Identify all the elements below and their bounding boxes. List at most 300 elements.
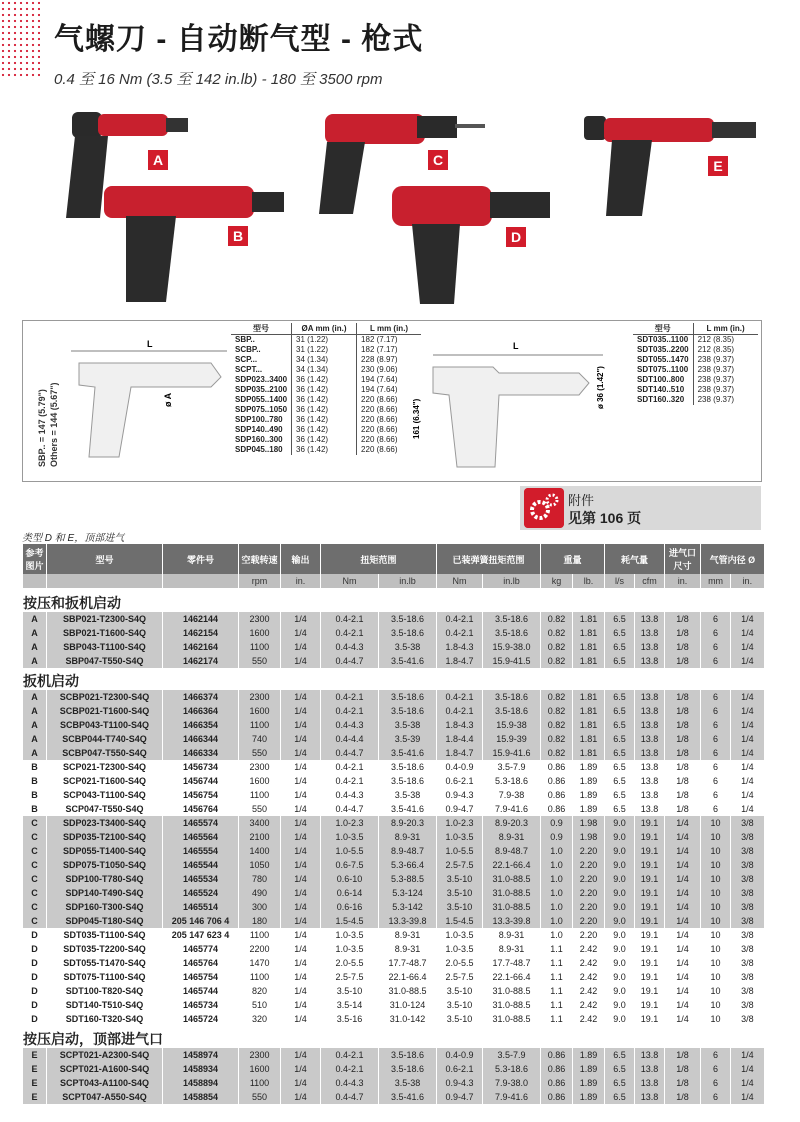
table-cell: 3.5-18.6 xyxy=(379,1048,437,1062)
table-cell: SDT075-T1100-S4Q xyxy=(47,970,163,984)
col-inlet: 进气口尺寸 xyxy=(665,544,701,574)
table-cell: A xyxy=(23,654,47,668)
table-cell: 19.1 xyxy=(635,956,665,970)
table-cell: C xyxy=(23,830,47,844)
accessories-page-ref: 见第 106 页 xyxy=(568,510,642,526)
table-cell: 6 xyxy=(701,788,731,802)
table-cell: SCP021-T1600-S4Q xyxy=(47,774,163,788)
table-cell: C xyxy=(23,816,47,830)
table-cell: 1/4 xyxy=(281,1062,321,1076)
table-cell: 10 xyxy=(701,816,731,830)
table-cell: SDP023-T3400-S4Q xyxy=(47,816,163,830)
table-cell: 3/8 xyxy=(731,998,764,1012)
t1-cell: 36 (1.42) xyxy=(292,445,357,455)
dimension-table-1 xyxy=(231,323,421,455)
table-cell: 13.8 xyxy=(635,704,665,718)
table-cell: 6.5 xyxy=(605,1062,635,1076)
table-cell: 205 146 706 4 xyxy=(163,914,239,928)
gear-icon xyxy=(524,488,564,528)
table-cell: 1.81 xyxy=(573,704,605,718)
table-cell: SCBP047-T550-S4Q xyxy=(47,746,163,760)
table-cell: 19.1 xyxy=(635,928,665,942)
table-cell: 3.5-18.6 xyxy=(483,704,541,718)
table-cell: SDT100-T820-S4Q xyxy=(47,984,163,998)
table-cell: 1/4 xyxy=(281,640,321,654)
table-cell: 0.4-0.9 xyxy=(437,760,483,774)
t1-row xyxy=(231,385,421,395)
table-cell: 15.9-38.0 xyxy=(483,640,541,654)
table-cell: 1.0 xyxy=(541,900,573,914)
table-cell: 3/8 xyxy=(731,886,764,900)
table-cell: 1/4 xyxy=(731,802,764,816)
dim-sbp-label: SBP.. = 147 (5.79") xyxy=(37,389,47,467)
table-row xyxy=(23,788,764,802)
table-cell: 1456764 xyxy=(163,802,239,816)
tool-image-e xyxy=(582,110,762,220)
table-cell: SBP043-T1100-S4Q xyxy=(47,640,163,654)
table-cell: SCBP021-T1600-S4Q xyxy=(47,704,163,718)
table-cell: 1/4 xyxy=(665,816,701,830)
dim-t2-head-model: 型号 xyxy=(633,323,693,335)
t2-cell: 212 (8.35) xyxy=(693,345,758,355)
table-cell: 9.0 xyxy=(605,928,635,942)
table-cell: 10 xyxy=(701,956,731,970)
t2-cell: SDT035..1100 xyxy=(637,335,689,344)
table-cell: 0.6-7.5 xyxy=(321,858,379,872)
table-cell: 1/4 xyxy=(281,984,321,998)
table-cell: 3.5-14 xyxy=(321,998,379,1012)
table-cell: 1600 xyxy=(239,1062,281,1076)
t1-cell: 182 (7.17) xyxy=(357,345,422,355)
table-cell: 9.0 xyxy=(605,900,635,914)
table-cell: 1/4 xyxy=(665,886,701,900)
table-cell: 1/8 xyxy=(665,1090,701,1104)
col-ref: 参考图片 xyxy=(23,544,47,574)
table-cell: 22.1-66.4 xyxy=(483,858,541,872)
table-cell: 3.5-10 xyxy=(437,886,483,900)
accessories-box[interactable] xyxy=(520,486,761,530)
col-speed: 空载转速 xyxy=(239,544,281,574)
table-row xyxy=(23,816,764,830)
table-cell: 6.5 xyxy=(605,1090,635,1104)
table-cell: 2.42 xyxy=(573,998,605,1012)
t1-cell: SCBP.. xyxy=(235,345,261,354)
table-cell: 2.5-7.5 xyxy=(321,970,379,984)
t1-cell: 34 (1.34) xyxy=(292,355,357,365)
table-cell: 3.5-10 xyxy=(437,900,483,914)
table-cell: 1.0-5.5 xyxy=(321,844,379,858)
table-cell: 9.0 xyxy=(605,998,635,1012)
table-cell: SDT055-T1470-S4Q xyxy=(47,956,163,970)
unit-cell xyxy=(163,574,239,589)
t1-cell: SDP100..780 xyxy=(235,415,283,424)
unit-cell: Nm xyxy=(437,574,483,589)
table-cell: D xyxy=(23,998,47,1012)
table-cell: 2300 xyxy=(239,760,281,774)
table-cell: 0.82 xyxy=(541,654,573,668)
table-cell: 0.82 xyxy=(541,626,573,640)
table-cell: 1/4 xyxy=(281,612,321,626)
table-cell: 0.4-4.3 xyxy=(321,640,379,654)
t1-cell: 36 (1.42) xyxy=(292,415,357,425)
table-cell: 31.0-88.5 xyxy=(483,984,541,998)
table-cell: 3.5-10 xyxy=(437,998,483,1012)
table-cell: 1.8-4.3 xyxy=(437,640,483,654)
t1-cell: 220 (8.66) xyxy=(357,425,422,435)
table-cell: 0.4-4.4 xyxy=(321,732,379,746)
t2-cell: 238 (9.37) xyxy=(693,385,758,395)
table-cell: 3.5-41.6 xyxy=(379,654,437,668)
table-cell: 6 xyxy=(701,704,731,718)
tool-label-c: C xyxy=(428,150,448,170)
table-cell: A xyxy=(23,612,47,626)
dim-others-label: Others = 144 (5.67") xyxy=(49,382,59,467)
table-cell: 1/4 xyxy=(281,718,321,732)
table-cell: E xyxy=(23,1076,47,1090)
table-cell: 1/4 xyxy=(281,1090,321,1104)
table-row xyxy=(23,1062,764,1076)
col-hose: 气管内径 Ø xyxy=(701,544,764,574)
table-cell: 1.98 xyxy=(573,830,605,844)
table-cell: 1.0-3.5 xyxy=(321,942,379,956)
table-cell: 1.89 xyxy=(573,1048,605,1062)
table-cell: 1/4 xyxy=(731,626,764,640)
table-cell: 6 xyxy=(701,774,731,788)
table-cell: 0.4-2.1 xyxy=(321,690,379,704)
table-cell: 10 xyxy=(701,998,731,1012)
table-cell: 3/8 xyxy=(731,984,764,998)
table-cell: 1/4 xyxy=(665,844,701,858)
table-cell: 205 147 623 4 xyxy=(163,928,239,942)
section-header xyxy=(23,668,764,690)
table-cell: 31.0-124 xyxy=(379,998,437,1012)
table-cell: 0.4-4.3 xyxy=(321,718,379,732)
table-cell: 1/4 xyxy=(281,1076,321,1090)
table-cell: 6.5 xyxy=(605,760,635,774)
table-cell: 0.86 xyxy=(541,802,573,816)
table-cell: 10 xyxy=(701,830,731,844)
table-cell: 1/4 xyxy=(731,1090,764,1104)
table-cell: C xyxy=(23,858,47,872)
table-cell: 6 xyxy=(701,1076,731,1090)
table-cell: 9.0 xyxy=(605,970,635,984)
t2-cell: 212 (8.35) xyxy=(693,335,758,346)
spec-table xyxy=(22,544,764,1104)
table-row xyxy=(23,1048,764,1062)
table-cell: 1/4 xyxy=(281,844,321,858)
table-cell: SCPT021-A1600-S4Q xyxy=(47,1062,163,1076)
table-cell: 9.0 xyxy=(605,858,635,872)
table-cell: 10 xyxy=(701,1012,731,1026)
t1-cell: SBP.. xyxy=(235,335,255,344)
accessories-label: 附件 xyxy=(568,493,595,508)
dimension-panel xyxy=(22,320,762,482)
t1-cell: 220 (8.66) xyxy=(357,405,422,415)
table-cell: 0.4-2.1 xyxy=(321,612,379,626)
table-cell: B xyxy=(23,760,47,774)
t2-cell: 238 (9.37) xyxy=(693,395,758,405)
table-row xyxy=(23,914,764,928)
table-cell: 1470 xyxy=(239,956,281,970)
table-cell: C xyxy=(23,914,47,928)
tool-image-d xyxy=(384,178,574,308)
table-cell: 10 xyxy=(701,984,731,998)
table-cell: 3/8 xyxy=(731,872,764,886)
table-cell: 17.7-48.7 xyxy=(379,956,437,970)
table-cell: 8.9-31 xyxy=(379,928,437,942)
table-cell: 1/8 xyxy=(665,774,701,788)
table-cell: 9.0 xyxy=(605,956,635,970)
table-cell: 1462164 xyxy=(163,640,239,654)
table-cell: 1/8 xyxy=(665,732,701,746)
t2-row xyxy=(633,335,758,346)
table-cell: 1/4 xyxy=(731,1076,764,1090)
table-cell: 1/4 xyxy=(731,746,764,760)
dimension-drawing-left xyxy=(31,327,231,477)
t1-cell: 36 (1.42) xyxy=(292,375,357,385)
table-cell: SCBP044-T740-S4Q xyxy=(47,732,163,746)
table-cell: 1/4 xyxy=(281,886,321,900)
table-cell: 1/4 xyxy=(731,654,764,668)
col-spring-torque: 已装弹簧扭矩范围 xyxy=(437,544,541,574)
table-cell: 19.1 xyxy=(635,858,665,872)
tool-label-e: E xyxy=(708,156,728,176)
table-cell: 1100 xyxy=(239,928,281,942)
table-cell: 820 xyxy=(239,984,281,998)
table-row xyxy=(23,872,764,886)
table-cell: SBP021-T2300-S4Q xyxy=(47,612,163,626)
table-cell: 1/4 xyxy=(665,928,701,942)
table-cell: 550 xyxy=(239,654,281,668)
table-cell: 0.9-4.7 xyxy=(437,1090,483,1104)
table-row xyxy=(23,886,764,900)
t2-cell: 238 (9.37) xyxy=(693,375,758,385)
table-cell: 3/8 xyxy=(731,1012,764,1026)
table-cell: 13.8 xyxy=(635,746,665,760)
table-cell: 0.4-4.3 xyxy=(321,788,379,802)
table-row xyxy=(23,1012,764,1026)
table-cell: 2.42 xyxy=(573,984,605,998)
table-cell: 1.98 xyxy=(573,816,605,830)
t1-row xyxy=(231,435,421,445)
table-cell: 1465764 xyxy=(163,956,239,970)
table-cell: 550 xyxy=(239,1090,281,1104)
section-title: 扳机启动 xyxy=(23,668,764,690)
table-row xyxy=(23,612,764,626)
table-cell: 1465554 xyxy=(163,844,239,858)
table-cell: 1/4 xyxy=(665,998,701,1012)
table-cell: C xyxy=(23,886,47,900)
table-cell: 1/8 xyxy=(665,802,701,816)
table-cell: 1456744 xyxy=(163,774,239,788)
table-row xyxy=(23,1076,764,1090)
table-cell: 1/8 xyxy=(665,1076,701,1090)
table-cell: 3.5-10 xyxy=(437,872,483,886)
table-cell: 550 xyxy=(239,802,281,816)
table-cell: 1/4 xyxy=(281,970,321,984)
table-row xyxy=(23,858,764,872)
t1-cell: SDP075..1050 xyxy=(235,405,288,414)
unit-cell xyxy=(47,574,163,589)
table-cell: 1462174 xyxy=(163,654,239,668)
table-cell: 3/8 xyxy=(731,900,764,914)
table-cell: 1/8 xyxy=(665,1062,701,1076)
t1-row xyxy=(231,365,421,375)
table-cell: 1.81 xyxy=(573,732,605,746)
table-cell: 13.8 xyxy=(635,626,665,640)
table-cell: 1/4 xyxy=(281,956,321,970)
t1-cell: 230 (9.06) xyxy=(357,365,422,375)
table-cell: 3.5-38 xyxy=(379,718,437,732)
table-cell: 17.7-48.7 xyxy=(483,956,541,970)
table-cell: 0.6-2.1 xyxy=(437,774,483,788)
table-cell: 1/8 xyxy=(665,654,701,668)
table-cell: A xyxy=(23,732,47,746)
t1-cell: 34 (1.34) xyxy=(292,365,357,375)
t2-cell: SDT160..320 xyxy=(637,395,685,404)
table-cell: 1458854 xyxy=(163,1090,239,1104)
table-cell: 510 xyxy=(239,998,281,1012)
table-cell: 6 xyxy=(701,732,731,746)
table-cell: 6.5 xyxy=(605,802,635,816)
table-cell: 1.1 xyxy=(541,942,573,956)
table-cell: 3.5-10 xyxy=(321,984,379,998)
table-cell: 1.0 xyxy=(541,886,573,900)
table-cell: 1.89 xyxy=(573,1090,605,1104)
table-row xyxy=(23,774,764,788)
top-inlet-note: 类型 D 和 E，顶部进气 xyxy=(22,533,125,544)
table-cell: 6.5 xyxy=(605,640,635,654)
unit-cell: l/s xyxy=(605,574,635,589)
table-cell: 1/4 xyxy=(731,718,764,732)
t1-row xyxy=(231,355,421,365)
table-cell: 1462154 xyxy=(163,626,239,640)
table-cell: 2.20 xyxy=(573,844,605,858)
table-cell: 6.5 xyxy=(605,690,635,704)
table-cell: SDP160-T300-S4Q xyxy=(47,900,163,914)
unit-cell: cfm xyxy=(635,574,665,589)
table-cell: 10 xyxy=(701,970,731,984)
table-cell: 13.8 xyxy=(635,1048,665,1062)
table-cell: 1465724 xyxy=(163,1012,239,1026)
dim-t1-head-l: L mm (in.) xyxy=(357,323,422,335)
table-cell: 10 xyxy=(701,928,731,942)
table-cell: 1465544 xyxy=(163,858,239,872)
table-cell: 0.6-10 xyxy=(321,872,379,886)
tool-label-a: A xyxy=(148,150,168,170)
t1-cell: SDP023..3400 xyxy=(235,375,288,384)
dim-t1-head-phia: ØA mm (in.) xyxy=(292,323,357,335)
table-cell: 1.89 xyxy=(573,1076,605,1090)
table-cell: 8.9-31 xyxy=(483,942,541,956)
table-cell: 0.9-4.3 xyxy=(437,1076,483,1090)
table-cell: 0.86 xyxy=(541,788,573,802)
dim-l-right: L xyxy=(513,341,519,351)
table-cell: 6 xyxy=(701,1090,731,1104)
table-cell: SDT035-T1100-S4Q xyxy=(47,928,163,942)
table-cell: 2300 xyxy=(239,1048,281,1062)
table-cell: 1465734 xyxy=(163,998,239,1012)
table-cell: 1600 xyxy=(239,626,281,640)
table-cell: 3/8 xyxy=(731,942,764,956)
table-cell: 19.1 xyxy=(635,984,665,998)
table-cell: 1.81 xyxy=(573,640,605,654)
table-cell: 1/4 xyxy=(731,1048,764,1062)
table-cell: SCPT021-A2300-S4Q xyxy=(47,1048,163,1062)
t2-cell: SDT035..2200 xyxy=(637,345,689,354)
table-cell: 6 xyxy=(701,718,731,732)
table-cell: 5.3-18.6 xyxy=(483,1062,541,1076)
table-cell: 8.9-31 xyxy=(483,830,541,844)
table-cell: SBP047-T550-S4Q xyxy=(47,654,163,668)
table-cell: 6.5 xyxy=(605,788,635,802)
table-cell: 1466354 xyxy=(163,718,239,732)
table-cell: 6.5 xyxy=(605,746,635,760)
table-cell: 6 xyxy=(701,626,731,640)
table-cell: 9.0 xyxy=(605,984,635,998)
table-cell: 1465744 xyxy=(163,984,239,998)
t1-cell: 31 (1.22) xyxy=(292,345,357,355)
t2-cell: SDT055..1470 xyxy=(637,355,689,364)
table-cell: 1/4 xyxy=(281,928,321,942)
dim-t2-head-l: L mm (in.) xyxy=(693,323,758,335)
table-cell: 1.81 xyxy=(573,626,605,640)
table-cell: 1/4 xyxy=(281,774,321,788)
table-cell: 3.5-38 xyxy=(379,640,437,654)
table-cell: 1466344 xyxy=(163,732,239,746)
table-cell: 19.1 xyxy=(635,816,665,830)
table-cell: B xyxy=(23,802,47,816)
table-cell: 5.3-66.4 xyxy=(379,858,437,872)
unit-cell: rpm xyxy=(239,574,281,589)
table-cell: 3/8 xyxy=(731,970,764,984)
table-cell: 19.1 xyxy=(635,942,665,956)
unit-cell: lb. xyxy=(573,574,605,589)
table-cell: 1/4 xyxy=(281,732,321,746)
page-title: 气螺刀 - 自动断气型 - 枪式 xyxy=(54,23,424,56)
table-cell: SDT160-T320-S4Q xyxy=(47,1012,163,1026)
table-cell: 1/4 xyxy=(281,1012,321,1026)
table-cell: 1/4 xyxy=(281,872,321,886)
table-cell: 1/4 xyxy=(281,654,321,668)
t1-cell: SDP035..2100 xyxy=(235,385,288,394)
table-cell: 1/4 xyxy=(281,816,321,830)
table-cell: 6.5 xyxy=(605,718,635,732)
table-cell: 13.8 xyxy=(635,774,665,788)
t1-cell: 182 (7.17) xyxy=(357,335,422,346)
table-cell: 13.8 xyxy=(635,788,665,802)
table-cell: 1/4 xyxy=(731,690,764,704)
table-cell: 1.0-3.5 xyxy=(437,942,483,956)
table-cell: 31.0-88.5 xyxy=(379,984,437,998)
table-cell: 19.1 xyxy=(635,900,665,914)
t1-cell: 194 (7.64) xyxy=(357,385,422,395)
table-cell: 0.4-4.7 xyxy=(321,802,379,816)
table-cell: 9.0 xyxy=(605,816,635,830)
table-cell: 31.0-88.5 xyxy=(483,998,541,1012)
table-cell: 1.0-2.3 xyxy=(437,816,483,830)
table-row xyxy=(23,844,764,858)
table-cell: 6 xyxy=(701,690,731,704)
table-cell: 6 xyxy=(701,640,731,654)
table-cell: C xyxy=(23,872,47,886)
section-title: 按压和扳机启动 xyxy=(23,589,764,612)
t2-row xyxy=(633,395,758,405)
section-header xyxy=(23,1026,764,1048)
table-row xyxy=(23,830,764,844)
table-cell: 1/4 xyxy=(281,788,321,802)
t1-cell: 36 (1.42) xyxy=(292,425,357,435)
